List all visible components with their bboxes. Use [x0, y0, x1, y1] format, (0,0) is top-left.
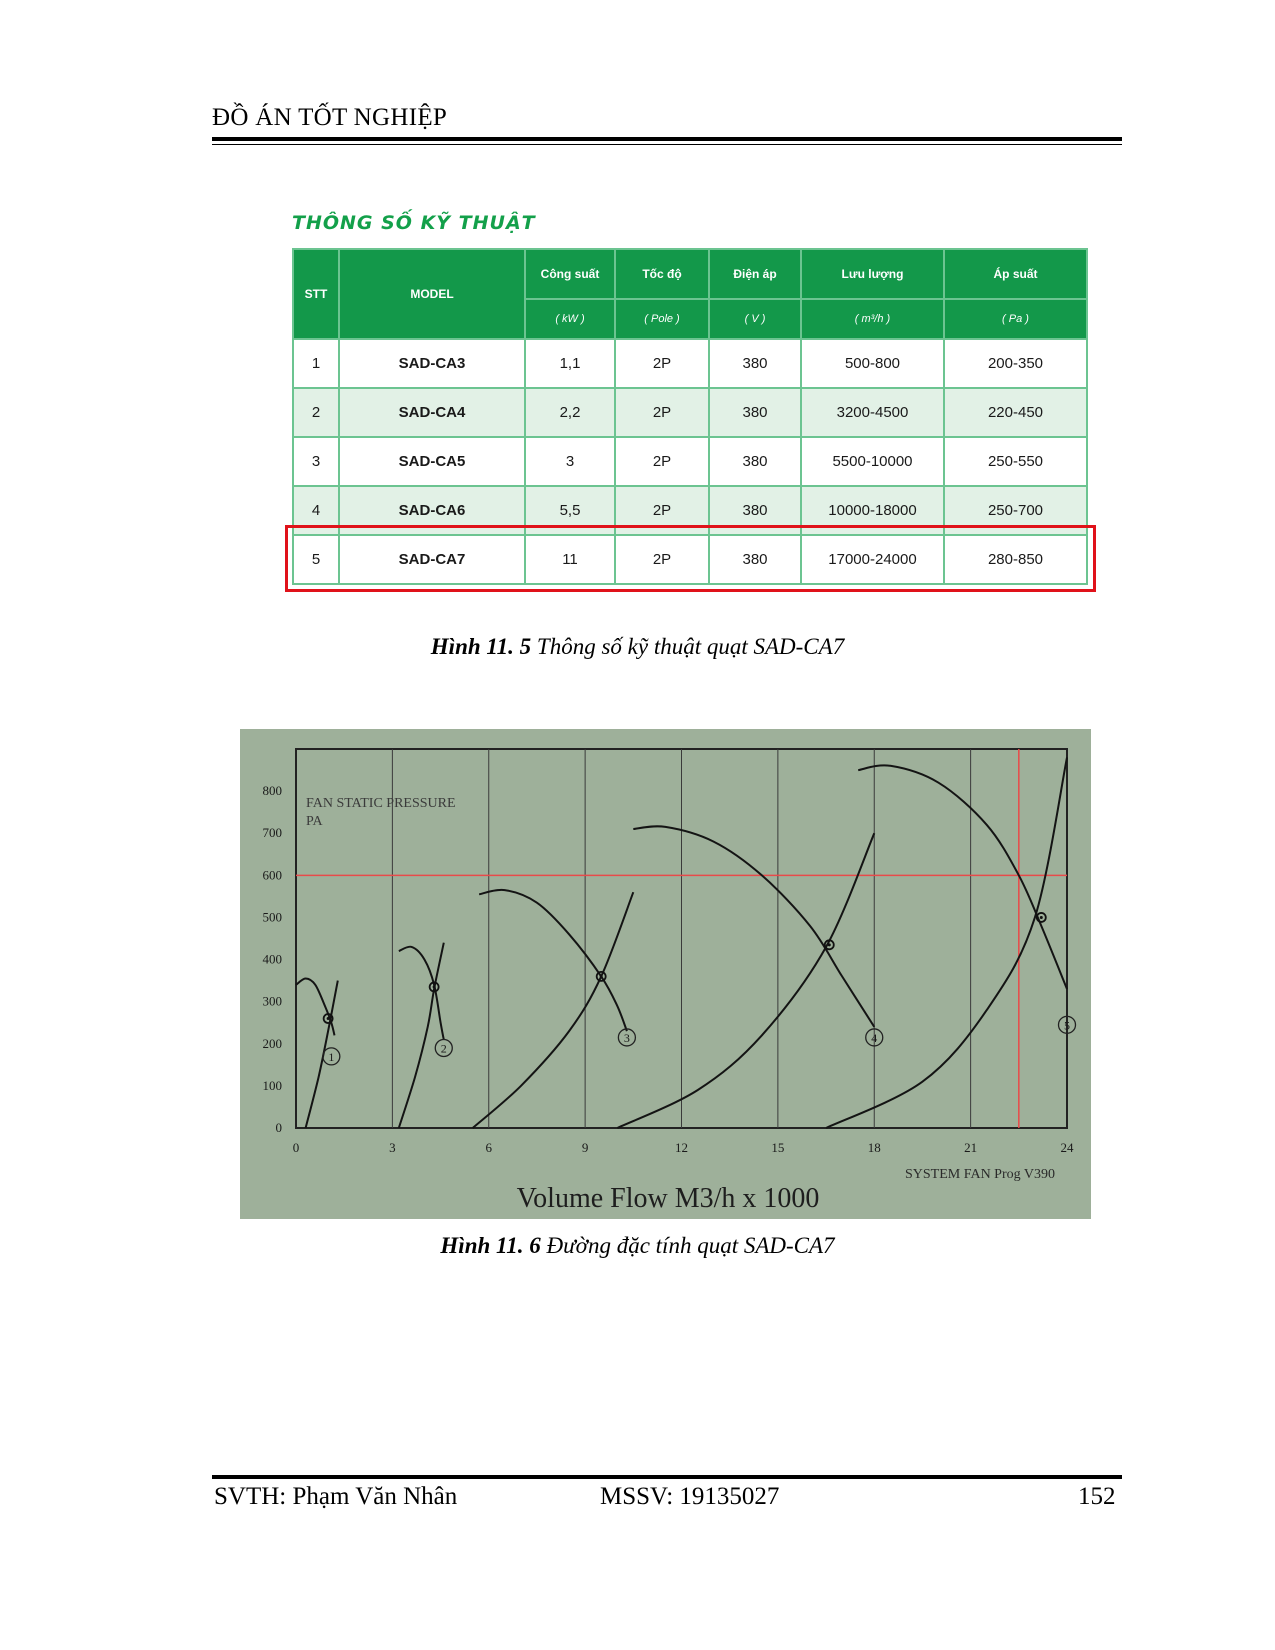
- footer-rule: [212, 1475, 1122, 1479]
- y-tick-label: 200: [262, 1035, 282, 1051]
- x-tick-label: 24: [1060, 1140, 1074, 1155]
- caption-label: Hình 11. 6: [440, 1233, 541, 1258]
- cell-voltage: 380: [709, 339, 801, 388]
- operating-point-dot-4: [828, 943, 831, 946]
- header-rule: [212, 137, 1122, 141]
- highlight-box: [285, 525, 1096, 592]
- x-tick-label: 15: [771, 1140, 785, 1155]
- chart-annotation: SYSTEM FAN Prog V390: [904, 1167, 1055, 1182]
- cell-pressure: 250-700: [944, 486, 1087, 535]
- page-header: [212, 104, 1122, 132]
- cell-voltage: 380: [709, 437, 801, 486]
- header-title: ĐỒ ÁN TỐT NGHIỆP: [212, 104, 448, 131]
- cell-stt: 1: [293, 339, 339, 388]
- y-tick-label: 0: [275, 1120, 282, 1135]
- cell-model: SAD-CA3: [339, 339, 525, 388]
- cell-model: SAD-CA5: [339, 437, 525, 486]
- col-header-voltage: Điện áp: [709, 249, 801, 299]
- y-axis-label: FAN STATIC PRESSURE: [306, 796, 456, 811]
- figure-caption-1: [0, 634, 1275, 660]
- col-unit-voltage: ( V ): [709, 299, 801, 339]
- cell-flow: 500-800: [801, 339, 944, 388]
- cell-pressure: 280-850: [944, 535, 1087, 584]
- cell-voltage: 380: [709, 388, 801, 437]
- x-tick-label: 6: [485, 1140, 492, 1155]
- operating-point-dot-1: [327, 1017, 330, 1020]
- cell-model: SAD-CA6: [339, 486, 525, 535]
- table-row: [293, 437, 1087, 486]
- cell-voltage: 380: [709, 535, 801, 584]
- col-unit-flow: ( m³/h ): [801, 299, 944, 339]
- curve-label-4: 4: [871, 1030, 878, 1045]
- x-axis-label: Volume Flow M3/h x 1000: [516, 1183, 820, 1214]
- cell-stt: 4: [293, 486, 339, 535]
- y-axis-unit: PA: [306, 814, 323, 829]
- cell-model: SAD-CA7: [339, 535, 525, 584]
- caption-text: Đường đặc tính quạt SAD-CA7: [540, 1233, 835, 1258]
- cell-voltage: 380: [709, 486, 801, 535]
- page-number: 152: [1078, 1483, 1116, 1510]
- cell-stt: 3: [293, 437, 339, 486]
- cell-stt: 2: [293, 388, 339, 437]
- cell-flow: 5500-10000: [801, 437, 944, 486]
- cell-flow: 17000-24000: [801, 535, 944, 584]
- x-tick-label: 18: [867, 1140, 881, 1155]
- table-row: [293, 339, 1087, 388]
- footer-student: SVTH: Phạm Văn Nhân: [214, 1483, 458, 1510]
- fan-curve-svg: [240, 729, 1091, 1219]
- cell-speed: 2P: [615, 437, 709, 486]
- col-unit-power: ( kW ): [525, 299, 615, 339]
- header-rule-thin: [212, 144, 1122, 145]
- y-tick-label: 400: [262, 951, 282, 967]
- x-tick-label: 3: [389, 1140, 396, 1155]
- y-tick-label: 800: [262, 783, 282, 799]
- cell-pressure: 250-550: [944, 437, 1087, 486]
- cell-power: 3: [525, 437, 615, 486]
- cell-power: 2,2: [525, 388, 615, 437]
- table-row: [293, 388, 1087, 437]
- curve-label-5: 5: [1064, 1018, 1070, 1033]
- cell-pressure: 200-350: [944, 339, 1087, 388]
- cell-pressure: 220-450: [944, 388, 1087, 437]
- cell-flow: 10000-18000: [801, 486, 944, 535]
- cell-speed: 2P: [615, 486, 709, 535]
- cell-speed: 2P: [615, 339, 709, 388]
- operating-point-dot-3: [600, 975, 603, 978]
- col-header-speed: Tốc độ: [615, 249, 709, 299]
- cell-speed: 2P: [615, 388, 709, 437]
- col-unit-pressure: ( Pa ): [944, 299, 1087, 339]
- x-tick-label: 12: [675, 1140, 688, 1155]
- col-header-stt: STT: [293, 249, 339, 339]
- x-tick-label: 9: [581, 1140, 589, 1155]
- col-unit-speed: ( Pole ): [615, 299, 709, 339]
- curve-label-1: 1: [328, 1049, 335, 1064]
- spec-heading: THÔNG SỐ KỸ THUẬT: [292, 212, 536, 234]
- col-header-pressure: Áp suất: [944, 249, 1087, 299]
- curve-label-2: 2: [440, 1041, 447, 1056]
- cell-power: 11: [525, 535, 615, 584]
- y-tick-label: 500: [262, 909, 282, 925]
- cell-model: SAD-CA4: [339, 388, 525, 437]
- y-tick-label: 100: [262, 1077, 282, 1093]
- col-header-power: Công suất: [525, 249, 615, 299]
- cell-power: 1,1: [525, 339, 615, 388]
- cell-speed: 2P: [615, 535, 709, 584]
- caption-text: Thông số kỹ thuật quạt SAD-CA7: [531, 634, 845, 659]
- col-header-flow: Lưu lượng: [801, 249, 944, 299]
- footer-student-id: MSSV: 19135027: [600, 1483, 780, 1510]
- cell-stt: 5: [293, 535, 339, 584]
- y-tick-label: 700: [262, 825, 282, 841]
- figure-caption-2: [0, 1233, 1275, 1259]
- operating-point-dot-2: [433, 985, 436, 988]
- curve-label-3: 3: [623, 1030, 630, 1045]
- cell-power: 5,5: [525, 486, 615, 535]
- x-tick-label: 0: [292, 1140, 300, 1155]
- y-tick-label: 300: [262, 993, 282, 1009]
- y-tick-label: 600: [262, 867, 282, 883]
- caption-label: Hình 11. 5: [430, 634, 532, 659]
- fan-curve-chart: [240, 729, 1091, 1219]
- cell-flow: 3200-4500: [801, 388, 944, 437]
- col-header-model: MODEL: [339, 249, 525, 339]
- x-tick-label: 21: [964, 1140, 978, 1155]
- operating-point-dot-5: [1040, 916, 1043, 919]
